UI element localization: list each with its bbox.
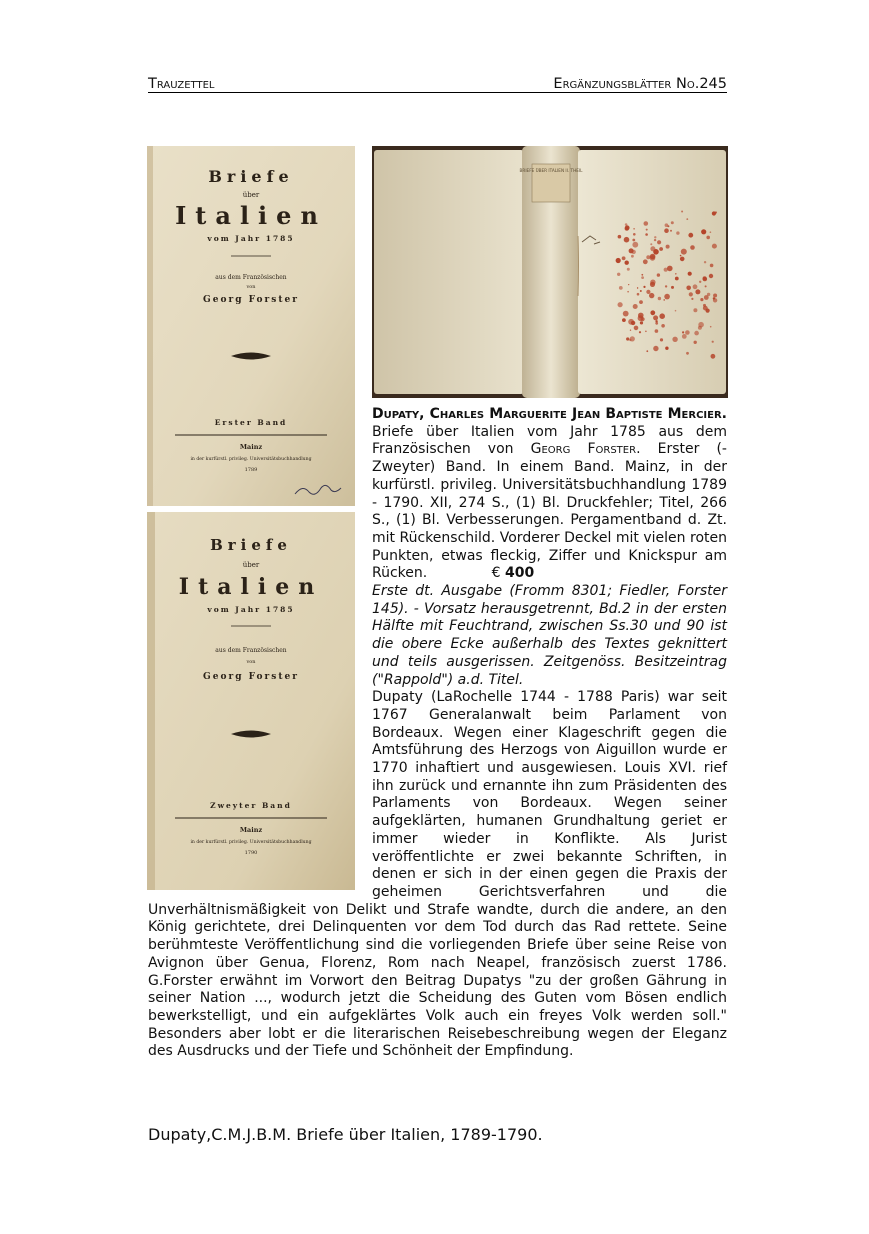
tp2-year: 1790 (244, 850, 258, 856)
red-spot (703, 277, 708, 282)
red-spot (627, 268, 630, 271)
red-spot (643, 259, 648, 264)
red-spot (624, 237, 630, 243)
red-spot (676, 231, 679, 234)
red-spot (704, 261, 706, 263)
red-spot (672, 337, 677, 342)
red-spot (650, 254, 656, 260)
red-spot (649, 293, 654, 298)
red-spot (633, 233, 636, 236)
red-spot (627, 291, 629, 293)
red-spot (699, 281, 701, 283)
red-spot (653, 249, 659, 255)
red-spot (653, 315, 658, 320)
red-spot (654, 236, 656, 238)
red-spot (671, 286, 674, 289)
red-spot (644, 221, 649, 226)
red-spot (675, 310, 677, 312)
red-spot (632, 250, 636, 254)
red-spot (688, 272, 692, 276)
red-spot (682, 331, 684, 333)
red-spot (618, 235, 622, 239)
tp2-von: von (246, 659, 256, 665)
red-spot (686, 286, 691, 291)
red-spot (682, 334, 687, 339)
tp1-word-italien: Italien (175, 201, 327, 230)
red-spot (654, 239, 656, 241)
red-spot (657, 240, 661, 244)
red-spot (688, 233, 693, 238)
red-spot (626, 337, 629, 340)
entry-price-prefix: € (491, 565, 506, 582)
red-spot (710, 264, 714, 268)
red-spot (640, 321, 643, 324)
tp2-word-ueber: über (242, 561, 260, 569)
red-spot (675, 273, 677, 275)
red-spot (670, 230, 672, 232)
red-spot (646, 290, 650, 294)
tp2-word-briefe: Briefe (210, 536, 292, 554)
red-spot (622, 318, 626, 322)
red-spot (681, 249, 687, 255)
entry-bibliographic-note: Erste dt. Ausgabe (Fromm 8301; Fiedler, Forster 145). - Vorsatz herausgetrennt, Bd.2 in der ersten Hälfte mit Feuchtrand, zwischen Ss.30 und 90 ist die obere Ecke außerhalb des Textes geknittert und teils ausgerissen. Zeitgenöss. Besitzeintrag ("Rappold") a.d. Titel. (372, 583, 727, 688)
tp2-translator: Georg Forster (203, 672, 299, 682)
tp1-word-briefe: Briefe (208, 167, 294, 186)
red-spot (663, 299, 665, 301)
red-spot (695, 289, 700, 294)
red-spot (712, 341, 714, 343)
red-spot (660, 338, 663, 341)
red-spot (616, 258, 621, 263)
tp1-city: Mainz (239, 443, 263, 451)
red-spot (653, 346, 658, 351)
red-spot (680, 257, 685, 262)
header-dealer-name: Trauzettel (148, 76, 215, 92)
entry-description-pre: Briefe über Italien vom Jahr 1785 aus dem Französischen von (372, 423, 727, 458)
red-spot (667, 225, 669, 227)
red-spot (643, 286, 645, 288)
red-spot (691, 298, 693, 300)
entry-description-post: . Erster (- Zweyter) Band. In einem Band. Mainz, in der kurfürstl. privileg. Universitätsbuchhandlung 1789 - 1790. XII, 274 S., (1) Bl. Druckfehler; Titel, 266 S., (1) Bl. Verbesserungen. Pergamentband d. Zt. mit Rückenschild. Vorderer Deckel mit vielen roten Punkten, etwas fleckig, Ziffer und Knickspur am Rücken. (372, 441, 727, 582)
tp1-year: 1789 (244, 467, 258, 473)
red-spot (625, 261, 629, 265)
red-spot (631, 255, 634, 258)
red-spot (681, 211, 683, 213)
red-spot (634, 326, 639, 331)
red-spot (712, 244, 717, 249)
red-spot (623, 311, 629, 317)
red-spot (713, 294, 717, 298)
tp2-translation-line: aus dem Französischen (215, 647, 287, 654)
red-spot (709, 274, 713, 278)
red-spot (646, 255, 650, 259)
red-spot (693, 284, 698, 289)
red-spot (637, 293, 640, 296)
tp2-word-italien: Italien (178, 574, 324, 600)
red-spot (712, 211, 716, 215)
red-spot (641, 317, 645, 321)
red-spot (657, 273, 660, 276)
red-spot (628, 319, 634, 325)
page-caption: Dupaty,C.M.J.B.M. Briefe über Italien, 1789-1790. (148, 1125, 543, 1144)
red-spot (685, 330, 690, 335)
red-spot (639, 300, 643, 304)
tp1-year-line: vom Jahr 1785 (207, 234, 295, 243)
red-spot (667, 266, 673, 272)
tp2-city: Mainz (239, 826, 263, 834)
red-spot (650, 243, 652, 245)
page-header (148, 76, 727, 93)
tp2-publisher: in der kurfürstl. privileg. Universitätsbuchhandlung (190, 840, 312, 845)
red-spot (633, 228, 635, 230)
red-spot (671, 221, 674, 224)
spine-label-text: BRIEFE ÜBER ITALIEN II. THEIL (519, 168, 583, 173)
red-spot (661, 324, 665, 328)
red-spot (655, 322, 658, 325)
red-spot (713, 297, 715, 299)
catalog-entry (148, 406, 727, 1061)
image-column-spacer (148, 406, 372, 892)
entry-price: 400 (505, 565, 535, 582)
red-spot (664, 268, 668, 272)
tp1-publisher: in der kurfürstl. privileg. Universitätsbuchhandlung (190, 457, 312, 462)
red-spot (689, 292, 693, 296)
red-spot (666, 245, 670, 249)
red-spot (622, 256, 626, 260)
red-spot (704, 295, 709, 300)
red-spot (710, 326, 712, 328)
red-spot (711, 354, 716, 359)
red-spot (630, 330, 631, 331)
entry-body-text: Dupaty (LaRochelle 1744 - 1788 Paris) war seit 1767 Generalanwalt beim Parlament von Bordeaux. Wegen einer Klageschrift gegen die Amtsführung des Herzogs von Aiguillon wurde er 1770 inhaftiert und ausgewiesen. Louis XVI. rief ihn zurück und ernannte ihn zum Präsidenten des Parlaments von Bordeaux. Wegen seiner aufgeklärten, humanen Grundhaltung geriet er immer wieder in Konflikte. Als Jurist veröffentlichte er zwei bekannte Schriften, in denen er sich in der einen gegen die Praxis der geheimen Gerichtsverfahren und die Unverhältnismäßigkeit von Delikt und Strafe wandte, durch die andere, an den König gerichtete, drei Delinquenten vor dem Tod durch das Rad rettete. Seine berühmteste Veröffentlichung sind die vorliegenden Briefe über seine Reise von Avignon über Genua, Florenz, Rom nach Neapel, französisch zuerst 1786. G.Forster erwähnt im Vorwort den Beitrag Dupatys "zu der großen Gährung in seiner Nation ..., wodurch jetzt die Scheidung des Guten vom Bösen endlich bewerkstelligt, und ein aufgeklärtes Volk auch ein freyes Volk werden soll." Besonders aber lobt er die literarischen Reisebeschreibung wegen der Eleganz des Ausdrucks und der Tiefe und Schönheit der Empfindung. (148, 689, 727, 1060)
tp1-word-ueber: über (242, 191, 260, 199)
red-spot (659, 247, 663, 251)
red-spot (686, 218, 688, 220)
red-spot (650, 310, 655, 315)
red-spot (640, 290, 642, 292)
red-spot (659, 313, 665, 319)
red-spot (664, 228, 669, 233)
red-spot (694, 341, 697, 344)
entry-translator: Georg Forster (530, 441, 637, 458)
tp1-translator: Georg Forster (203, 295, 299, 305)
tp2-year-line: vom Jahr 1785 (207, 605, 295, 614)
red-spot (628, 284, 629, 285)
red-spot (641, 274, 643, 276)
red-spot (646, 350, 648, 352)
red-spot (625, 225, 630, 230)
red-spot (694, 331, 699, 336)
red-spot (664, 294, 670, 300)
red-spot (633, 304, 638, 309)
red-spot (650, 280, 655, 285)
red-spot (645, 233, 648, 236)
header-catalog-number: Ergänzungsblätter No.245 (553, 76, 727, 92)
red-spot (675, 277, 679, 281)
red-spot (630, 336, 635, 341)
red-spot (698, 326, 702, 330)
red-spot (705, 285, 707, 287)
red-spot (693, 308, 697, 312)
red-spot (706, 236, 710, 240)
red-spot (690, 245, 695, 250)
red-spot (639, 331, 641, 333)
red-spot (658, 297, 661, 300)
red-spot (680, 255, 682, 257)
red-spot (618, 302, 623, 307)
red-spot (632, 242, 638, 248)
red-spot (619, 286, 623, 290)
red-spot (655, 329, 659, 333)
red-spot (637, 287, 638, 288)
red-spot (617, 273, 620, 276)
red-spot (701, 229, 706, 234)
red-spot (686, 352, 689, 355)
binding-image (372, 146, 728, 398)
tp1-translation-line: aus dem Französischen (215, 274, 287, 281)
red-spot (710, 231, 712, 233)
binding-photo (372, 146, 728, 398)
red-spot (632, 239, 635, 242)
tp1-volume: Erster Band (214, 418, 288, 427)
red-spot (700, 298, 703, 301)
tp2-volume: Zweyter Band (210, 801, 292, 810)
red-spot (641, 276, 644, 279)
red-spot (646, 229, 648, 231)
red-spot (665, 347, 668, 350)
red-spot (645, 331, 647, 333)
red-spot (703, 306, 708, 311)
entry-author: Dupaty, Charles Marguerite Jean Baptiste Mercier. (372, 406, 727, 422)
red-spot (665, 285, 667, 287)
tp1-von: von (246, 284, 256, 290)
